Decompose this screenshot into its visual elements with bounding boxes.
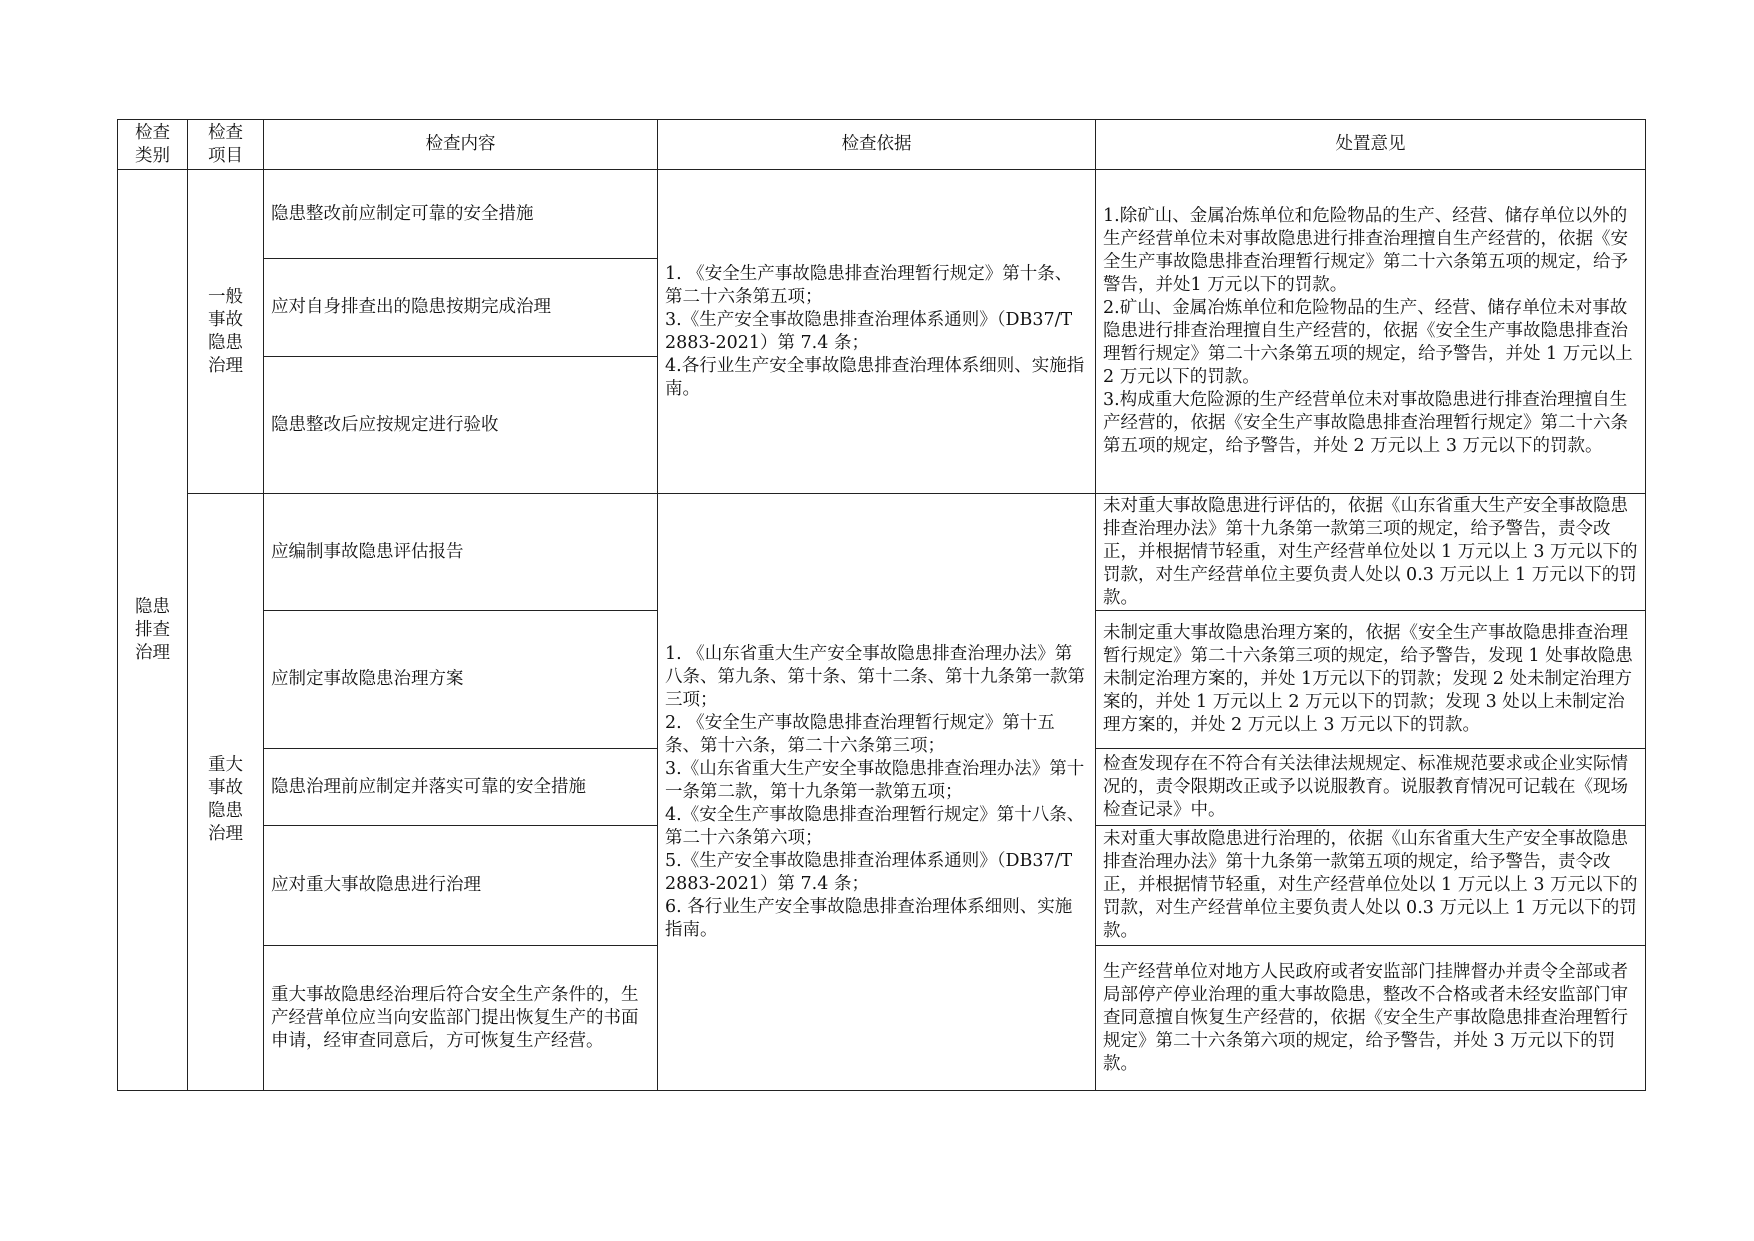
header-basis: 检查依据 [658,120,1096,170]
category-cell: 隐患排查治理 [118,170,188,1091]
major-content-2: 应制定事故隐患治理方案 [264,611,658,749]
header-item: 检查项目 [188,120,264,170]
major-item-cell: 重大事故隐患治理 [188,494,264,1091]
major-content-1: 应编制事故隐患评估报告 [264,494,658,611]
header-row [118,120,1646,170]
table-row [118,494,1646,611]
header-opinion: 处置意见 [1096,120,1646,170]
major-content-5: 重大事故隐患经治理后符合安全生产条件的，生产经营单位应当向安监部门提出恢复生产的书面申请，经审查同意后，方可恢复生产经营。 [264,946,658,1091]
major-content-4: 应对重大事故隐患进行治理 [264,826,658,946]
general-item-cell: 一般事故隐患治理 [188,170,264,494]
general-opinion: 1.除矿山、金属冶炼单位和危险物品的生产、经营、储存单位以外的生产经营单位未对事故隐患进行排查治理擅自生产经营的，依据《安全生产事故隐患排查治理暂行规定》第二十六条第五项的规定，给予警告，并处1 万元以下的罚款。 2.矿山、金属冶炼单位和危险物品的生产、经营、储存单位未对事故隐患进行排查治理擅自生产经营的，依据《安全生产事故隐患排查治理暂行规定》第二十六条第五项的规定，给予警告，并处 1 万元以上 2 万元以下的罚款。 3.构成重大危险源的生产经营单位未对事故隐患进行排查治理擅自生产经营的，依据《安全生产事故隐患排查治理暂行规定》第二十六条第五项的规定，给予警告，并处 2 万元以上 3 万元以下的罚款。 [1096,170,1646,494]
major-opinion-4: 未对重大事故隐患进行治理的，依据《山东省重大生产安全事故隐患排查治理办法》第十九条第一款第五项的规定，给予警告，责令改正，并根据情节轻重，对生产经营单位处以 1 万元以上 3 万元以下的罚款，对生产经营单位主要负责人处以 0.3 万元以上 1 万元以下的罚款。 [1096,826,1646,946]
inspection-table [117,119,1646,1091]
major-opinion-2: 未制定重大事故隐患治理方案的，依据《安全生产事故隐患排查治理暂行规定》第二十六条第三项的规定，给予警告，发现 1 处事故隐患未制定治理方案的，并处 1万元以下的罚款；发现 2 处未制定治理方案的，并处 1 万元以上 2 万元以下的罚款；发现 3 处以上未制定治理方案的，并处 2 万元以上 3 万元以下的罚款。 [1096,611,1646,749]
major-opinion-1: 未对重大事故隐患进行评估的，依据《山东省重大生产安全事故隐患排查治理办法》第十九条第一款第三项的规定，给予警告，责令改正，并根据情节轻重，对生产经营单位处以 1 万元以上 3 万元以下的罚款，对生产经营单位主要负责人处以 0.3 万元以上 1 万元以下的罚款。 [1096,494,1646,611]
major-content-3: 隐患治理前应制定并落实可靠的安全措施 [264,749,658,826]
major-basis: 1. 《山东省重大生产安全事故隐患排查治理办法》第八条、第九条、第十条、第十二条、第十九条第一款第三项； 2. 《安全生产事故隐患排查治理暂行规定》第十五条、第十六条，第二十六条第三项； 3.《山东省重大生产安全事故隐患排查治理办法》第十一条第二款，第十九条第一款第五项； 4.《安全生产事故隐患排查治理暂行规定》第十八条、第二十六条第六项； 5.《生产安全事故隐患排查治理体系通则》（DB37/T 2883-2021）第 7.4 条； 6. 各行业生产安全事故隐患排查治理体系细则、实施指南。 [658,494,1096,1091]
header-category: 检查类别 [118,120,188,170]
major-opinion-5: 生产经营单位对地方人民政府或者安监部门挂牌督办并责令全部或者局部停产停业治理的重大事故隐患，整改不合格或者未经安监部门审查同意擅自恢复生产经营的，依据《安全生产事故隐患排查治理暂行规定》第二十六条第六项的规定，给予警告，并处 3 万元以下的罚款。 [1096,946,1646,1091]
general-basis: 1. 《安全生产事故隐患排查治理暂行规定》第十条、第二十六条第五项； 3.《生产安全事故隐患排查治理体系通则》（DB37/T 2883-2021）第 7.4 条； 4.各行业生产安全事故隐患排查治理体系细则、实施指南。 [658,170,1096,494]
major-opinion-3: 检查发现存在不符合有关法律法规规定、标准规范要求或企业实际情况的，责令限期改正或予以说服教育。说服教育情况可记载在《现场检查记录》中。 [1096,749,1646,826]
general-content-2: 应对自身排查出的隐患按期完成治理 [264,259,658,357]
header-content: 检查内容 [264,120,658,170]
table-row [118,170,1646,259]
general-content-1: 隐患整改前应制定可靠的安全措施 [264,170,658,259]
general-content-3: 隐患整改后应按规定进行验收 [264,357,658,494]
